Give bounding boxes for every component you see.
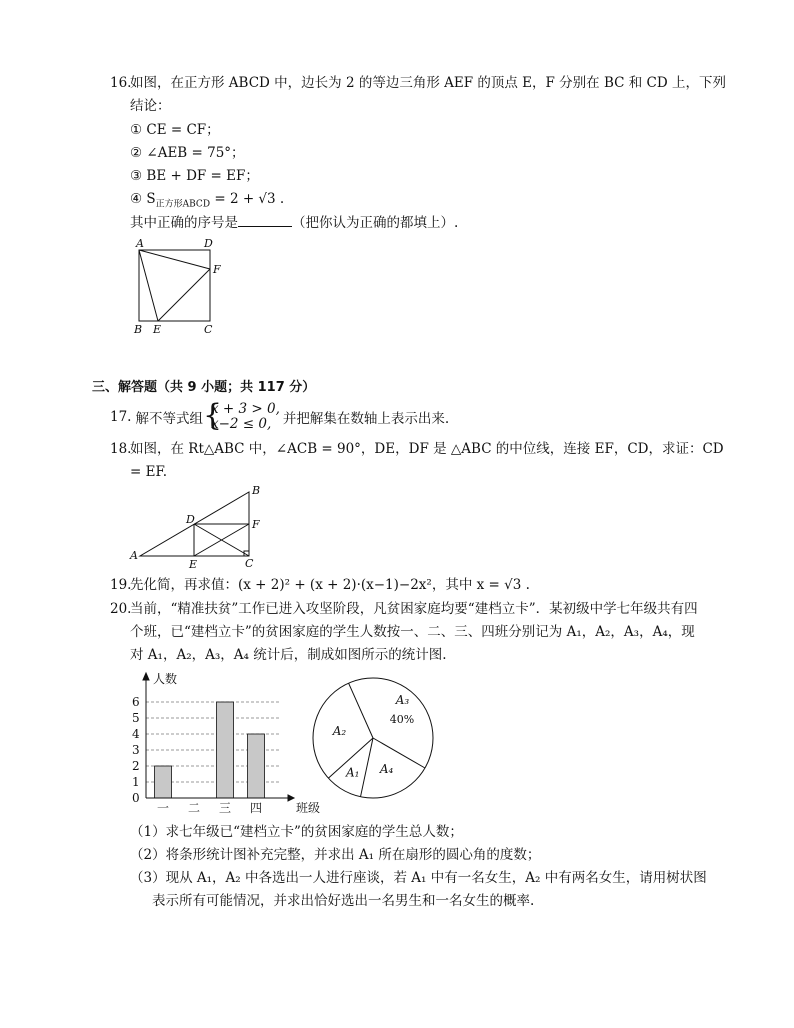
q16-conclusion-3: ③ BE + DF = EF； (130, 168, 259, 184)
q17-inequality-1: { x + 3 > 0, (210, 401, 280, 417)
y-tick-label: 6 (132, 695, 140, 709)
label-f: F (213, 263, 221, 276)
q18-number: 18. (110, 441, 132, 457)
q17 (110, 400, 449, 434)
pie-chart (305, 668, 445, 808)
x-tick-label: 三 (219, 801, 232, 815)
bar-4 (248, 734, 265, 798)
label-c: C (245, 557, 254, 570)
label-b: B (252, 484, 261, 497)
label-d: D (204, 237, 213, 250)
q17-inequality-system (203, 402, 280, 432)
q16-conclusion-2: ② ∠AEB = 75°； (130, 145, 245, 161)
q16-number: 16. (110, 75, 132, 91)
label-f: F (252, 518, 260, 531)
pie-label-A₃: A₃ (395, 693, 410, 708)
pie-label-A₄: A₄ (379, 762, 394, 777)
q20-sub3-line1: （3）现从 A₁，A₂ 中各选出一人进行座谈，若 A₁ 中有一名女生，A₂ 中有两名女生，请用树状图 (130, 870, 707, 886)
pie-percent-label: 40% (389, 713, 415, 727)
segment-ef (158, 269, 210, 321)
q19-number: 19. (110, 577, 132, 593)
q20-sub1: （1）求七年级已“建档立卡”的贫困家庭的学生总人数； (130, 824, 463, 840)
q16-conclusion-4 (130, 189, 284, 215)
y-tick-label: 1 (132, 775, 140, 789)
segment-af (139, 250, 210, 269)
q16-ask-suffix: （把你认为正确的都填上）. (292, 215, 459, 231)
y-axis-arrow (143, 673, 149, 680)
label-e: E (189, 558, 198, 570)
y-tick-label: 3 (132, 743, 140, 757)
x-axis-label: 班级 (296, 801, 320, 815)
q18-line1: 如图，在 Rt△ABC 中，∠ACB = 90°，DE，DF 是 △ABC 的中位线，连接 EF，CD，求证：CD (130, 441, 724, 457)
q20-number: 20. (110, 601, 132, 617)
label-d: D (186, 513, 195, 526)
q16-question (130, 212, 458, 233)
q16-c4-subscript: 正方形ABCD (155, 199, 211, 210)
q16-answer-blank[interactable] (238, 212, 292, 227)
bar-3 (217, 702, 234, 798)
x-tick-label: 四 (250, 801, 263, 815)
q20-sub3-line2: 表示所有可能情况，并求出恰好选出一名男生和一名女生的概率. (152, 893, 535, 909)
y-tick-label: 2 (132, 759, 140, 773)
q16-stem-line1: 如图，在正方形 ABCD 中，边长为 2 的等边三角形 AEF 的顶点 E，F 分别在 BC 和 CD 上，下列 (130, 75, 727, 91)
section-title: 三、解答题（共 9 小题；共 117 分） (92, 380, 316, 395)
q16-stem-line2: 结论： (130, 98, 171, 114)
label-b: B (134, 323, 143, 336)
q17-suffix: 并把解集在数轴上表示出来. (282, 411, 450, 427)
q19-text: 先化简，再求值：(x + 2)² + (x + 2)·(x−1)−2x²，其中 x = √3 . (130, 577, 530, 593)
bar-1 (155, 766, 172, 798)
q18-triangle-figure (125, 482, 270, 570)
y-tick-label: 5 (132, 711, 140, 725)
q17-prefix: 解不等式组 (135, 411, 203, 427)
bar-chart (120, 668, 320, 818)
q16-c4-value: = 2 + √3 . (210, 191, 285, 207)
q20-line1: 当前，“精准扶贫”工作已进入攻坚阶段，凡贫困家庭均要“建档立卡”．某初级中学七年级共有四 (130, 601, 698, 617)
y-tick-label: 4 (132, 727, 140, 741)
x-axis-arrow (288, 795, 294, 801)
pie-label-A₂: A₂ (332, 723, 347, 738)
q17-inequality-2: x−2 ≤ 0, (210, 416, 272, 432)
q17-number: 17. (110, 409, 132, 425)
q20-line3: 对 A₁，A₂，A₃，A₄ 统计后，制成如图所示的统计图. (130, 647, 447, 663)
q18-line2: = EF. (130, 464, 168, 480)
x-tick-label: 二 (188, 801, 201, 815)
q20-line2: 个班，已“建档立卡”的贫困家庭的学生人数按一、二、三、四班分别记为 A₁，A₂，A₃，A₄，现 (130, 624, 695, 640)
label-a: A (136, 237, 144, 250)
segment-ae (139, 250, 158, 321)
label-c: C (204, 323, 213, 336)
x-tick-label: 一 (157, 801, 170, 815)
q16-c4-s: ④ S (130, 191, 156, 207)
q16-ask-text: 其中正确的序号是 (130, 215, 238, 231)
y-axis-label: 人数 (153, 672, 178, 686)
q16-conclusion-1: ① CE = CF； (130, 122, 220, 138)
label-a: A (130, 549, 138, 562)
y-tick-label: 0 (132, 791, 140, 805)
q16-square-figure (128, 235, 228, 340)
pie-label-A₁: A₁ (346, 765, 360, 780)
q20-sub2: （2）将条形统计图补充完整，并求出 A₁ 所在扇形的圆心角的度数； (130, 847, 541, 863)
square-abcd (139, 250, 210, 321)
label-e: E (153, 323, 162, 336)
